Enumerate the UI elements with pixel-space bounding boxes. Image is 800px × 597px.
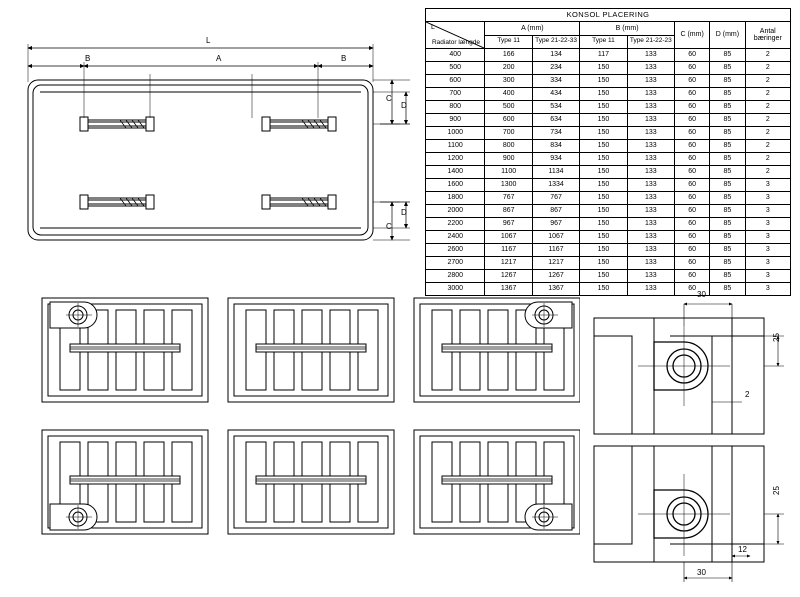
cell-a-type212233: 1267 [532,270,579,283]
cell-b-type11: 150 [580,153,627,166]
cell-length: 2700 [426,257,485,270]
table-row [426,244,791,257]
cell-a-type212233: 1367 [532,283,579,296]
cell-count: 2 [745,140,790,153]
cell-c: 60 [674,166,709,179]
cell-d: 85 [710,270,745,283]
cell-a-type212233: 1134 [532,166,579,179]
cell-b-type212223: 133 [627,283,674,296]
table-row [426,114,791,127]
cell-a-type212233: 134 [532,49,579,62]
cell-b-type212223: 133 [627,140,674,153]
cell-a-type11: 700 [485,127,532,140]
cell-a-type11: 200 [485,62,532,75]
cell-c: 60 [674,179,709,192]
cell-b-type212223: 133 [627,179,674,192]
cell-count: 3 [745,231,790,244]
cell-d: 85 [710,257,745,270]
cell-b-type11: 150 [580,166,627,179]
cell-a-type212233: 1334 [532,179,579,192]
cell-d: 85 [710,114,745,127]
cell-b-type11: 150 [580,218,627,231]
konsol-placering-table [425,8,791,296]
table-row [426,127,791,140]
cell-length: 1400 [426,166,485,179]
cell-count: 3 [745,218,790,231]
cell-count: 2 [745,49,790,62]
table-row [426,283,791,296]
cell-a-type212233: 767 [532,192,579,205]
cell-count: 3 [745,244,790,257]
cell-length: 800 [426,101,485,114]
cell-count: 3 [745,205,790,218]
cell-length: 1600 [426,179,485,192]
cell-d: 85 [710,205,745,218]
bracket-detail-bottom [592,444,792,589]
cell-a-type212233: 967 [532,218,579,231]
cell-length: 600 [426,75,485,88]
cell-c: 60 [674,192,709,205]
dim-label-B-left: B [85,54,91,63]
dim-label-L: L [206,36,211,45]
cell-a-type11: 166 [485,49,532,62]
cell-c: 60 [674,88,709,101]
cell-count: 2 [745,114,790,127]
table-row [426,88,791,101]
cell-a-type212233: 1067 [532,231,579,244]
cell-b-type11: 150 [580,127,627,140]
cell-d: 85 [710,75,745,88]
table-row [426,179,791,192]
bracket-detail-top [592,296,792,436]
cell-a-type11: 600 [485,114,532,127]
cell-a-type212233: 934 [532,153,579,166]
cell-a-type212233: 334 [532,75,579,88]
cell-b-type212223: 133 [627,153,674,166]
cell-d: 85 [710,153,745,166]
cell-b-type212223: 133 [627,127,674,140]
cell-c: 60 [674,127,709,140]
cell-d: 85 [710,192,745,205]
cell-a-type11: 300 [485,75,532,88]
cell-count: 2 [745,75,790,88]
cell-b-type212223: 133 [627,75,674,88]
cell-a-type11: 1217 [485,257,532,270]
cell-length: 2600 [426,244,485,257]
table-row [426,101,791,114]
cell-count: 3 [745,257,790,270]
corner-label: Radiator længde [431,39,481,47]
cell-length: 900 [426,114,485,127]
subheader-a-type11: Type 11 [485,35,532,49]
cell-a-type212233: 234 [532,62,579,75]
cell-a-type212233: 1167 [532,244,579,257]
cell-c: 60 [674,283,709,296]
cell-d: 85 [710,127,745,140]
cell-b-type212223: 133 [627,101,674,114]
table-row [426,140,791,153]
cell-b-type212223: 133 [627,88,674,101]
cell-b-type212223: 133 [627,244,674,257]
subheader-b-type11: Type 11 [580,35,627,49]
cell-c: 60 [674,75,709,88]
cell-a-type212233: 734 [532,127,579,140]
table-title: KONSOL PLACERING [426,9,791,22]
cell-c: 60 [674,257,709,270]
table-row [426,49,791,62]
cell-d: 85 [710,101,745,114]
cell-b-type11: 150 [580,270,627,283]
cell-b-type212223: 133 [627,231,674,244]
cell-count: 3 [745,283,790,296]
cell-a-type11: 800 [485,140,532,153]
table-row [426,270,791,283]
dim-label-D-bottom: D [401,208,407,217]
table-row [426,166,791,179]
table-title-row [426,9,791,22]
cell-d: 85 [710,283,745,296]
cell-c: 60 [674,114,709,127]
corner-symbol: L [431,24,435,31]
cell-length: 1100 [426,140,485,153]
cell-a-type11: 1300 [485,179,532,192]
cell-a-type11: 967 [485,218,532,231]
cell-d: 85 [710,49,745,62]
cell-count: 2 [745,127,790,140]
cell-length: 1800 [426,192,485,205]
cell-a-type11: 1367 [485,283,532,296]
cell-count: 2 [745,166,790,179]
cell-a-type212233: 867 [532,205,579,218]
cell-a-type212233: 434 [532,88,579,101]
table-row [426,62,791,75]
cell-a-type212233: 634 [532,114,579,127]
detail-top-label-2: 2 [745,390,750,399]
group-count: Antal bæringer [745,22,790,49]
cell-b-type11: 150 [580,88,627,101]
table-corner-cell [426,22,485,49]
cell-a-type212233: 834 [532,140,579,153]
cell-b-type212223: 133 [627,205,674,218]
cell-d: 85 [710,244,745,257]
cell-length: 2200 [426,218,485,231]
table-row [426,205,791,218]
detail-bottom-label-25: 25 [772,486,781,495]
cell-a-type11: 500 [485,101,532,114]
cell-b-type11: 150 [580,257,627,270]
cell-d: 85 [710,88,745,101]
group-d: D (mm) [710,22,745,49]
subheader-a-type212233: Type 21-22-33 [532,35,579,49]
table-row [426,218,791,231]
table-row [426,192,791,205]
cell-length: 2400 [426,231,485,244]
cell-length: 1200 [426,153,485,166]
detail-top-label-25: 25 [772,333,781,342]
cell-a-type212233: 534 [532,101,579,114]
cell-b-type11: 150 [580,75,627,88]
cell-a-type11: 867 [485,205,532,218]
group-b: B (mm) [580,22,675,36]
cell-length: 400 [426,49,485,62]
cell-a-type11: 400 [485,88,532,101]
table-group-header-row [426,22,791,36]
cell-c: 60 [674,101,709,114]
cell-length: 500 [426,62,485,75]
cell-b-type212223: 133 [627,257,674,270]
cell-d: 85 [710,140,745,153]
cell-b-type212223: 133 [627,62,674,75]
table-row [426,153,791,166]
cell-b-type11: 150 [580,283,627,296]
cell-count: 2 [745,153,790,166]
cell-b-type11: 150 [580,179,627,192]
cell-c: 60 [674,218,709,231]
dim-label-C-bottom: C [386,222,392,231]
cell-a-type11: 1100 [485,166,532,179]
cell-count: 2 [745,101,790,114]
group-a: A (mm) [485,22,580,36]
cell-d: 85 [710,62,745,75]
cell-b-type212223: 133 [627,218,674,231]
cell-c: 60 [674,244,709,257]
cell-c: 60 [674,231,709,244]
cell-count: 3 [745,270,790,283]
cell-count: 3 [745,192,790,205]
cell-b-type212223: 133 [627,270,674,283]
detail-top-label-30: 30 [697,290,706,299]
cell-b-type11: 150 [580,205,627,218]
detail-bottom-label-12: 12 [738,545,747,554]
cell-b-type11: 150 [580,62,627,75]
group-c: C (mm) [674,22,709,49]
cell-count: 2 [745,62,790,75]
table-row [426,257,791,270]
cell-c: 60 [674,270,709,283]
cell-b-type212223: 133 [627,166,674,179]
cell-c: 60 [674,140,709,153]
cell-length: 700 [426,88,485,101]
cell-c: 60 [674,153,709,166]
table-row [426,231,791,244]
cell-b-type11: 150 [580,140,627,153]
cell-c: 60 [674,62,709,75]
cell-length: 2800 [426,270,485,283]
cell-a-type11: 767 [485,192,532,205]
table-body [426,49,791,296]
dim-label-B-right: B [341,54,347,63]
cell-b-type11: 117 [580,49,627,62]
cell-b-type212223: 133 [627,49,674,62]
cell-length: 3000 [426,283,485,296]
cell-length: 1000 [426,127,485,140]
cell-a-type212233: 1217 [532,257,579,270]
cell-a-type11: 900 [485,153,532,166]
cell-b-type11: 150 [580,244,627,257]
cell-b-type212223: 133 [627,114,674,127]
cell-c: 60 [674,49,709,62]
cell-a-type11: 1067 [485,231,532,244]
cell-b-type212223: 133 [627,192,674,205]
cell-count: 3 [745,179,790,192]
subheader-b-type212223: Type 21-22-23 [627,35,674,49]
cell-d: 85 [710,166,745,179]
cell-b-type11: 150 [580,231,627,244]
cell-a-type11: 1167 [485,244,532,257]
cell-b-type11: 150 [580,101,627,114]
cell-d: 85 [710,218,745,231]
cell-a-type11: 1267 [485,270,532,283]
detail-bottom-label-30: 30 [697,568,706,577]
cell-b-type11: 150 [580,192,627,205]
cell-length: 2000 [426,205,485,218]
cell-d: 85 [710,231,745,244]
radiator-section-views [40,296,580,546]
cell-count: 2 [745,88,790,101]
cell-c: 60 [674,205,709,218]
dim-label-C-top: C [386,94,392,103]
table-row [426,75,791,88]
cell-b-type11: 150 [580,114,627,127]
dim-label-A: A [216,54,222,63]
dim-label-D-top: D [401,101,407,110]
cell-d: 85 [710,179,745,192]
